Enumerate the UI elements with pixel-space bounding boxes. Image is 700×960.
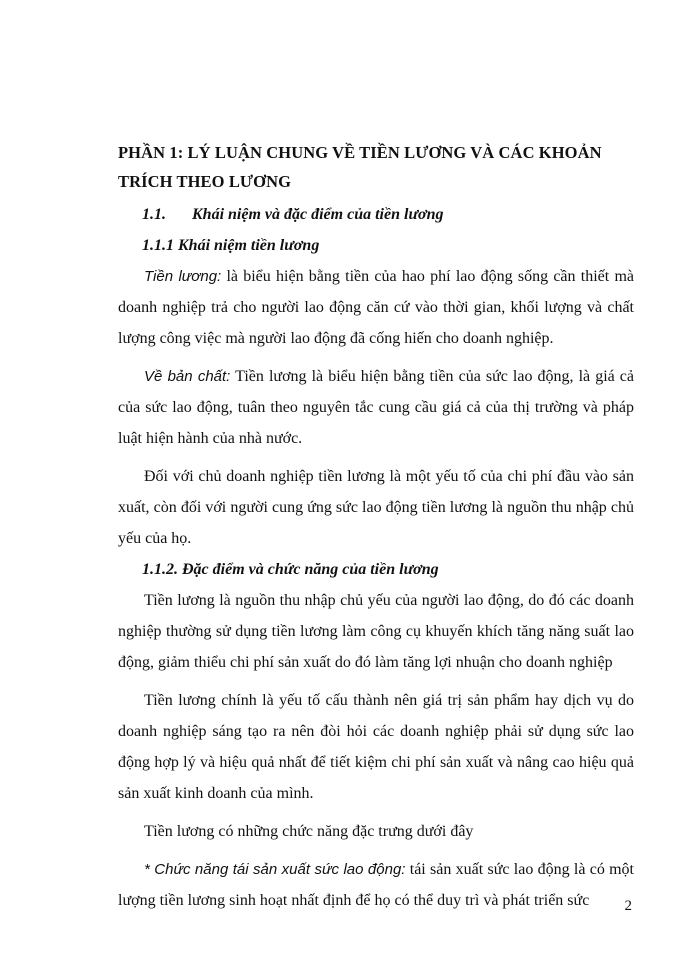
section-heading-1-1-2: 1.1.2. Đặc điểm và chức năng của tiền lương [142, 561, 439, 578]
section-number: 1.1. [142, 206, 166, 223]
section-title: Khái niệm và đặc điểm của tiền lương [192, 206, 444, 223]
chapter-title-line-1: PHẦN 1: LÝ LUẬN CHUNG VỀ TIỀN LƯƠNG VÀ CÁC KHOẢN [118, 143, 602, 162]
section-heading-1-1 [118, 199, 634, 230]
paragraph-functions-intro: Tiền lương có những chức năng đặc trưng dưới đây [144, 823, 474, 840]
paragraph-text: tái sản xuất sức lao động là có một lượng tiền lương sinh hoạt nhất định để họ có thể duy trì và phát triển sức [118, 861, 635, 909]
paragraph-income-source: Tiền lương là nguồn thu nhập chủ yếu của người lao động, do đó các doanh nghiệp thường sử dụng tiền lương làm công cụ khuyến khích tăng năng suất lao động, giảm thiểu chi phí sản xuất do đó làm tăng lợi nhuận cho doanh nghiệp [118, 592, 634, 671]
paragraph-employer-view: Đối với chủ doanh nghiệp tiền lương là một yếu tố của chi phí đầu vào sản xuất, còn đối với người cung ứng sức lao động tiền lương là nguồn thu nhập chủ yếu của họ. [118, 468, 634, 547]
paragraph-text: Tiền lương là biểu hiện bằng tiền của sức lao động, là giá cả của sức lao động, tuân theo nguyên tắc cung cầu giá cả của thị trường và pháp luật hiện hành của nhà nước. [118, 368, 635, 447]
document-body [118, 138, 634, 916]
paragraph-definition [118, 261, 634, 354]
chapter-title-line-2: TRÍCH THEO LƯƠNG [118, 172, 292, 191]
paragraph-lead: Tiền lương: [144, 268, 222, 285]
section-heading-1-1-1: 1.1.1 Khái niệm tiền lương [142, 237, 320, 254]
chapter-title [118, 138, 634, 196]
paragraph-value-component: Tiền lương chính là yếu tố cấu thành nên giá trị sản phẩm hay dịch vụ do doanh nghiệp sáng tạo ra nên đòi hỏi các doanh nghiệp phải sử dụng sức lao động hợp lý và hiệu quả nhất để tiết kiệm chi phí sản xuất và nâng cao hiệu quả sản xuất kinh doanh của mình. [118, 692, 634, 802]
paragraph-lead: Về bản chất: [144, 368, 231, 385]
paragraph-nature [118, 361, 634, 454]
paragraph-lead: * Chức năng tái sản xuất sức lao động: [144, 861, 406, 878]
paragraph-text: là biểu hiện bằng tiền của hao phí lao động sống cần thiết mà doanh nghiệp trả cho người lao động căn cứ vào thời gian, khối lượng và chất lượng công việc mà người lao động đã cống hiến cho doanh nghiệp. [118, 268, 634, 347]
page-number: 2 [624, 898, 632, 914]
paragraph-reproduction-function [118, 854, 634, 916]
